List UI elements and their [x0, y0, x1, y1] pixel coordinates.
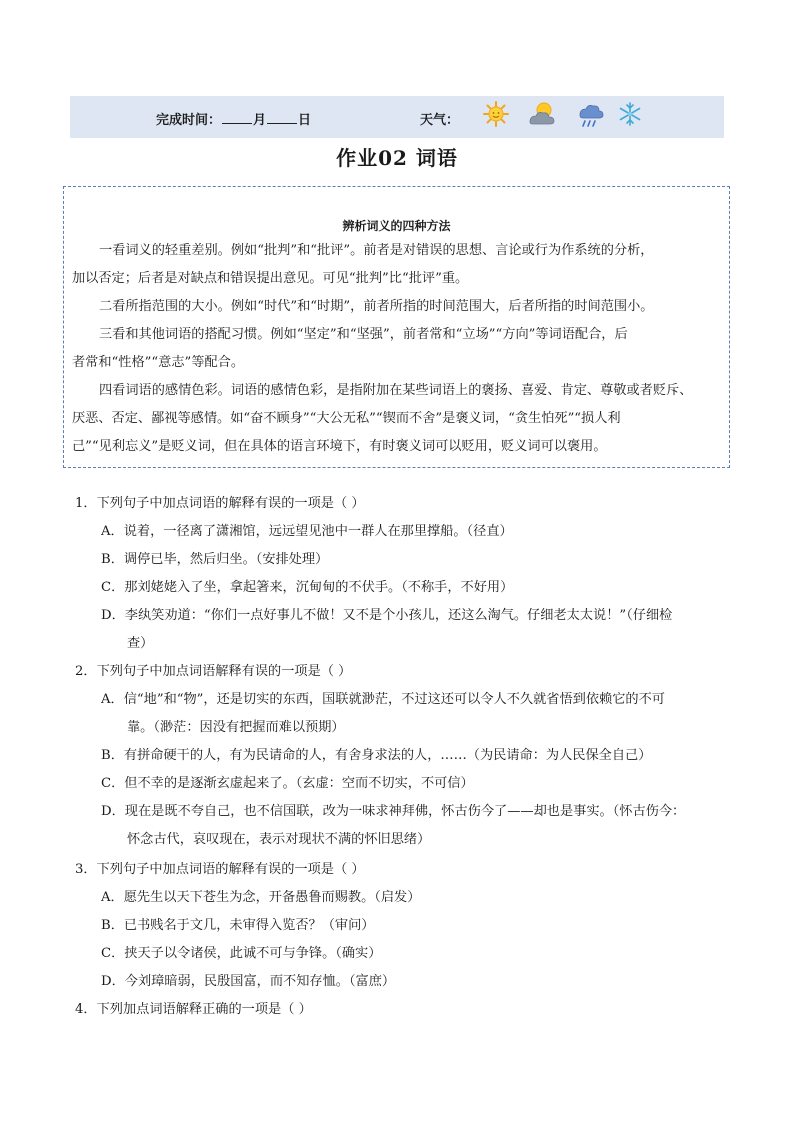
completion-time	[156, 109, 311, 128]
day-blank	[267, 111, 297, 124]
tips-line	[72, 321, 722, 349]
question-3-option-d[interactable]: D．今刘璋暗弱，民殷国富，而不知存恤。（富庶）	[101, 974, 396, 989]
question-3-option-c[interactable]: C．挟天子以令诸侯，此诚不可与争锋。（确实）	[101, 946, 382, 961]
question-3-option-b[interactable]: B．已书贱名于文几，未审得入览否？（审问）	[101, 918, 375, 933]
completion-label: 完成时间：	[156, 113, 222, 128]
tips-title: 辨析词义的四种方法	[342, 219, 451, 233]
day-label: 日	[298, 113, 312, 128]
month-label: 月	[253, 113, 267, 128]
question-3-stem: 3．下列句子中加点词语的解释有误的一项是（ ）	[75, 862, 365, 877]
month-blank	[222, 111, 252, 124]
question-2-option-a[interactable]: A．信“地”和“物”，还是切实的东西，国联就渺茫，不过这还可以令人不久就省悟到依赖它的不可	[101, 692, 665, 707]
page-title: 作业02 词语	[336, 146, 458, 170]
question-2-option-d-cont: 怀念古代，哀叹现在，表示对现状不满的怀旧思绪）	[127, 832, 431, 847]
tips-line	[72, 293, 722, 321]
tips-text: 己”“见利忘义”是贬义词，但在具体的语言环境下，有时褒义词可以贬用，贬义词可以褒用。	[72, 439, 607, 454]
tips-line	[72, 349, 722, 377]
rain-icon	[575, 100, 605, 130]
tips-text: 三看和其他词语的搭配习惯。例如“坚定”和“坚强”，前者常和“立场”“方向”等词语配合，后	[99, 327, 628, 342]
question-1-option-d[interactable]: D．李纨笑劝道：“你们一点好事儿不做！又不是个小孩儿，还这么淘气。仔细老太太说！”（仔细检	[101, 608, 673, 623]
tips-text: 厌恶、否定、鄙视等感情。如“奋不顾身”“大公无私”“锲而不舍”是褒义词，“贪生怕死”“损人利	[72, 411, 621, 426]
tips-line	[72, 237, 722, 265]
question-2-option-b[interactable]: B．有拼命硬干的人，有为民请命的人，有舍身求法的人，……（为民请命：为人民保全自己）	[101, 748, 652, 763]
tips-text: 二看所指范围的大小。例如“时代”和“时期”，前者所指的时间范围大，后者所指的时间范围小。	[99, 299, 654, 314]
question-2-stem: 2．下列句子中加点词语解释有误的一项是（ ）	[75, 664, 352, 679]
weather-label: 天气：	[420, 113, 460, 128]
tips-text: 者常和“性格”“意志”等配合。	[72, 355, 245, 370]
question-1-option-b[interactable]: B．调停已毕，然后归坐。（安排处理）	[101, 552, 329, 567]
tips-text: 四看词语的感情色彩。词语的感情色彩，是指附加在某些词语上的褒扬、喜爱、肯定、尊敬或者贬斥、	[99, 383, 693, 398]
tips-text: 加以否定；后者是对缺点和错误提出意见。可见“批判”比“批评”重。	[72, 271, 469, 286]
header-bar	[70, 96, 724, 138]
tips-box	[63, 186, 730, 468]
tips-line	[72, 265, 722, 293]
tips-line	[72, 405, 722, 433]
question-1-option-a[interactable]: A．说着，一径离了潇湘馆，远远望见池中一群人在那里撑船。（径直）	[101, 524, 513, 539]
question-4-stem: 4．下列加点词语解释正确的一项是（ ）	[75, 1002, 312, 1017]
question-1-stem: 1．下列句子中加点词语的解释有误的一项是（ ）	[75, 496, 365, 511]
partly-cloudy-icon	[526, 100, 558, 128]
tips-text: 一看词义的轻重差别。例如“批判”和“批评”。前者是对错误的思想、言论或行为作系统的分析，	[99, 243, 654, 258]
question-1-option-c[interactable]: C．那刘姥姥入了坐，拿起箸来，沉甸甸的不伏手。（不称手，不好用）	[101, 580, 514, 595]
question-2-option-c[interactable]: C．但不幸的是逐渐玄虚起来了。（玄虚：空而不切实，不可信）	[101, 776, 474, 791]
snowflake-icon	[616, 100, 644, 128]
tips-line	[72, 433, 722, 461]
sunny-icon	[482, 100, 510, 128]
question-3-option-a[interactable]: A．愿先生以天下苍生为念，开备愚鲁而赐教。（启发）	[101, 890, 421, 905]
question-2-option-d[interactable]: D．现在是既不夸自己，也不信国联，改为一味求神拜佛，怀古伤今了——却也是事实。（怀古伤今：	[101, 804, 686, 819]
tips-line	[72, 377, 722, 405]
question-1-option-d-cont: 查）	[127, 636, 154, 651]
question-2-option-a-cont: 靠。（渺茫：因没有把握而难以预期）	[127, 720, 345, 735]
